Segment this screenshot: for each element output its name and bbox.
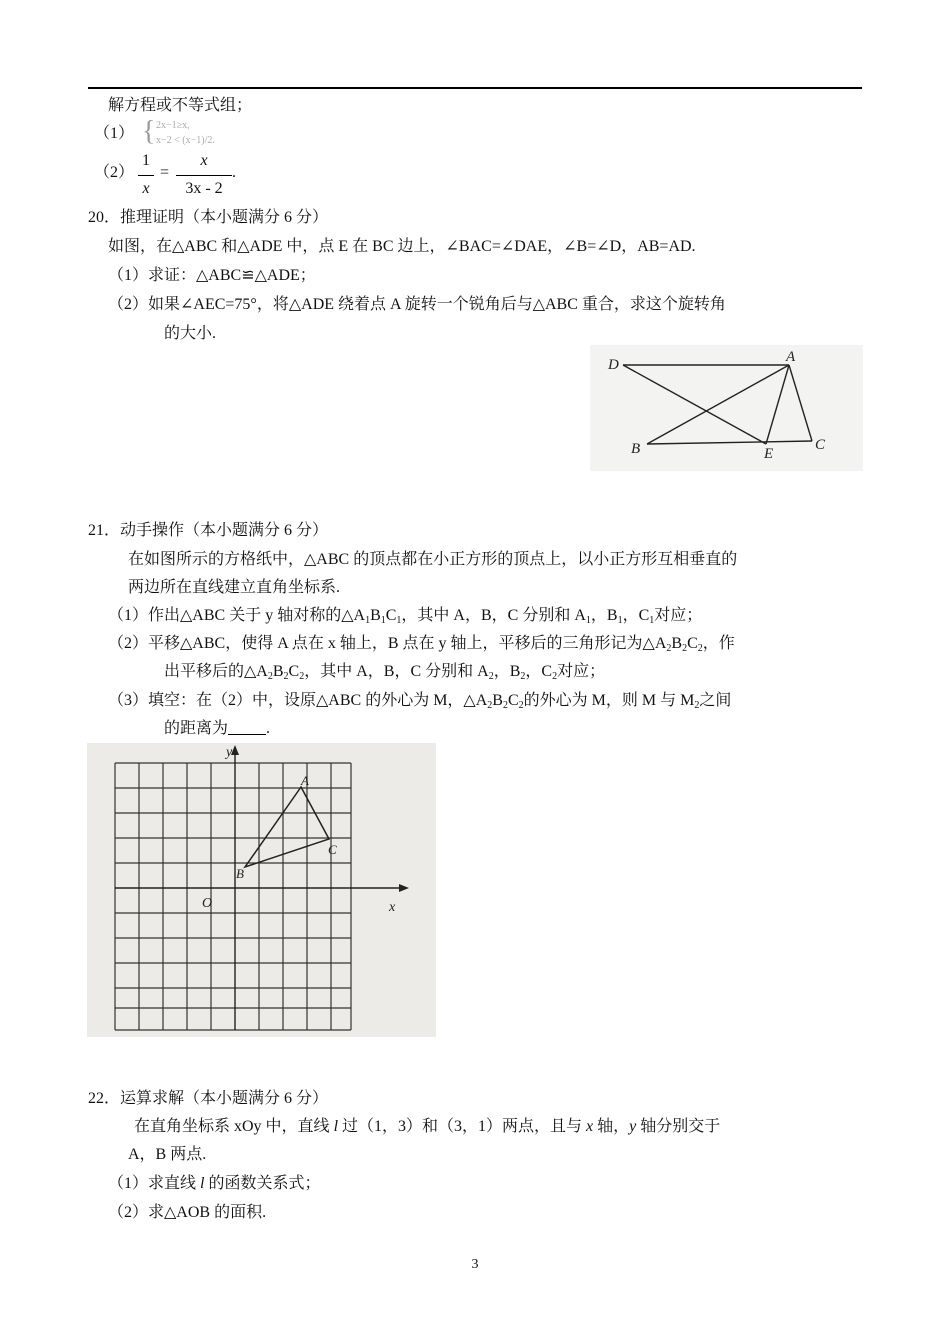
equals-sign: = [160, 164, 170, 181]
q22-stem-line2: A，B 两点. [128, 1146, 207, 1163]
q21-part1: （1）作出△ABC 关于 y 轴对称的$\triangle A_1B_1C_1$，其中 A，B，C 分别和 $A_1$，$B_1$，$C_1$对应； [108, 607, 703, 626]
inequality-system-image [140, 115, 290, 149]
q20-part1: （1）求证：△ABC≌△ADE； [108, 267, 316, 284]
label-D: D [608, 357, 619, 373]
label-C: C [815, 437, 826, 453]
q21-grid-figure [87, 743, 436, 1037]
label-B: B [236, 866, 244, 881]
q21-part3-line1: （3）填空：在（2）中，设原△ABC 的外心为 M，$\triangle A_2B_2C_2$的外心为 M，则 M 与 $M_2$之间 [108, 692, 732, 711]
label-A: A [301, 773, 309, 788]
q21-title: 21．动手操作（本小题满分 6 分） [88, 522, 329, 539]
label-x: x [389, 900, 396, 915]
q21-part3-line2: 的距离为 . [164, 720, 271, 737]
x-axis-arrow [399, 884, 409, 892]
q21-stem-line2: 两边所在直线建立直角坐标系. [128, 579, 341, 596]
q21-part2-line2: 出平移后的$\triangle A_2B_2C_2$，其中 A，B，C 分别和 $A_2$，$B_2$，$C_2$对应； [164, 663, 606, 682]
q20-title: 20．推理证明（本小题满分 6 分） [88, 209, 329, 226]
q19-inequality-system [140, 115, 290, 149]
page-number: 3 [471, 1257, 479, 1272]
lhs-denominator: x [142, 180, 150, 197]
q20-part2-line2: 的大小. [164, 325, 217, 342]
q22-part1: （1）求直线 l 的函数关系式； [108, 1175, 321, 1192]
rhs-numerator: x [200, 152, 208, 169]
answer-blank [228, 720, 266, 735]
lhs-fraction-bar [138, 175, 154, 176]
q20-part2-line1: （2）如果∠AEC=75°，将△ADE 绕着点 A 旋转一个锐角后与△ABC 重合，求这个旋转角 [108, 296, 726, 313]
label-O: O [202, 896, 213, 911]
label-y: y [226, 745, 233, 760]
q22-part2: （2）求△AOB 的面积. [108, 1204, 267, 1221]
header-rule [88, 87, 862, 89]
q20-figure [590, 345, 863, 471]
label-E: E [764, 446, 774, 462]
q21-stem-line1: 在如图所示的方格纸中，△ABC 的顶点都在小正方形的顶点上，以小正方形互相垂直的 [128, 551, 738, 568]
q20-stem: 如图，在△ABC 和△ADE 中，点 E 在 BC 边上，∠BAC=∠DAE，∠B=∠D，AB=AD. [108, 238, 696, 255]
intro-text: 解方程或不等式组； [108, 97, 253, 114]
svg-text:{: { [142, 116, 156, 147]
grid-lines [115, 763, 351, 1030]
q19-part1-label: （1） [94, 125, 135, 142]
rhs-denominator: 3x - 2 [185, 180, 223, 197]
q19-part2-label: （2） [94, 164, 135, 181]
equation-end: . [232, 164, 236, 181]
q22-title: 22．运算求解（本小题满分 6 分） [88, 1090, 329, 1107]
q21-part2-line1: （2）平移△ABC，使得 A 点在 x 轴上，B 点在 y 轴上，平移后的三角形记为$\triangle A_2B_2C_2$，作 [108, 635, 735, 654]
triangle-abc [245, 787, 329, 867]
ineq-line1: 2x−1≥x, [156, 120, 190, 131]
lhs-numerator: 1 [142, 152, 150, 169]
q20-triangle-diagram [590, 345, 863, 471]
q22-stem-line1: 在直角坐标系 xOy 中，直线 l 过（1，3）和（3，1）两点，且与 x 轴，y 轴分别交于 [134, 1118, 721, 1135]
ineq-line2: x−2 < (x−1)/2. [156, 135, 215, 146]
label-B: B [631, 441, 641, 457]
q21-coordinate-grid [87, 743, 436, 1037]
rhs-fraction-bar [176, 175, 232, 176]
label-A: A [786, 349, 796, 365]
label-C: C [328, 842, 337, 857]
